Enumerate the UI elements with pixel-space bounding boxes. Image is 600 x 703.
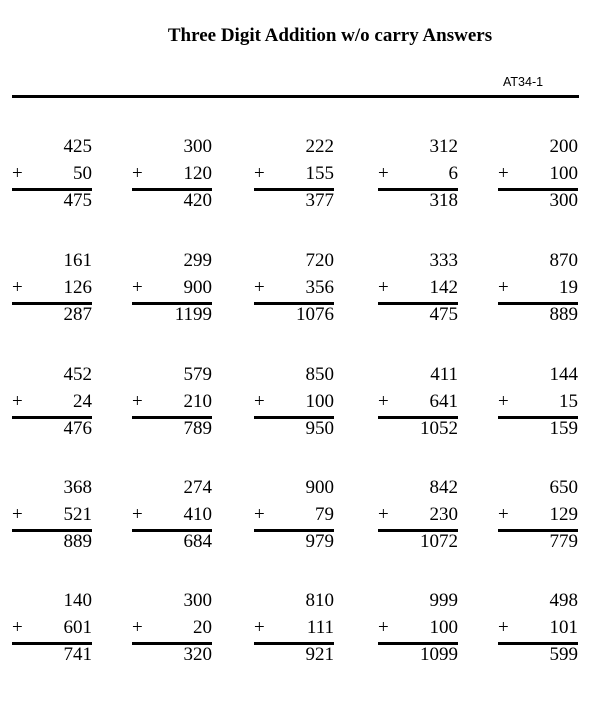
plus-sign: + xyxy=(12,504,23,525)
addend-top: 140 xyxy=(63,590,92,611)
addend-top: 222 xyxy=(305,136,334,157)
problem-5-5 xyxy=(498,590,578,670)
addend-top: 411 xyxy=(430,364,458,385)
sum-answer: 377 xyxy=(305,190,334,211)
addend-bottom: 356 xyxy=(305,277,334,298)
problem-3-2 xyxy=(132,364,212,444)
sum-answer: 921 xyxy=(305,644,334,665)
plus-sign: + xyxy=(12,277,23,298)
addend-bottom: 20 xyxy=(193,617,212,638)
problem-4-3 xyxy=(254,477,334,557)
addend-top: 810 xyxy=(305,590,334,611)
sum-answer: 1072 xyxy=(420,531,458,552)
addend-bottom: 50 xyxy=(73,163,92,184)
addend-bottom: 230 xyxy=(429,504,458,525)
addend-bottom: 15 xyxy=(559,391,578,412)
addend-top: 498 xyxy=(549,590,578,611)
plus-sign: + xyxy=(132,617,143,638)
sum-answer: 979 xyxy=(305,531,334,552)
plus-sign: + xyxy=(132,391,143,412)
addend-bottom: 142 xyxy=(429,277,458,298)
plus-sign: + xyxy=(498,504,509,525)
addend-top: 720 xyxy=(305,250,334,271)
sum-answer: 318 xyxy=(429,190,458,211)
addend-top: 999 xyxy=(429,590,458,611)
addend-top: 452 xyxy=(63,364,92,385)
addend-bottom: 129 xyxy=(549,504,578,525)
addend-top: 650 xyxy=(549,477,578,498)
addend-bottom: 900 xyxy=(183,277,212,298)
sum-answer: 475 xyxy=(63,190,92,211)
worksheet-code: AT34-1 xyxy=(503,75,544,89)
problem-1-2 xyxy=(132,136,212,216)
plus-sign: + xyxy=(254,391,265,412)
plus-sign: + xyxy=(378,163,389,184)
problem-1-3 xyxy=(254,136,334,216)
addend-bottom: 111 xyxy=(306,617,334,638)
problem-1-1 xyxy=(12,136,92,216)
sum-answer: 779 xyxy=(549,531,578,552)
addend-bottom: 155 xyxy=(305,163,334,184)
addend-bottom: 641 xyxy=(429,391,458,412)
sum-answer: 320 xyxy=(183,644,212,665)
problem-3-3 xyxy=(254,364,334,444)
plus-sign: + xyxy=(498,617,509,638)
addend-bottom: 120 xyxy=(183,163,212,184)
addend-top: 144 xyxy=(549,364,578,385)
addend-bottom: 210 xyxy=(183,391,212,412)
plus-sign: + xyxy=(498,391,509,412)
sum-answer: 476 xyxy=(63,418,92,439)
problem-2-5 xyxy=(498,250,578,330)
addend-top: 161 xyxy=(63,250,92,271)
plus-sign: + xyxy=(12,391,23,412)
problem-5-3 xyxy=(254,590,334,670)
sum-answer: 599 xyxy=(549,644,578,665)
addend-bottom: 19 xyxy=(559,277,578,298)
plus-sign: + xyxy=(254,163,265,184)
problem-5-1 xyxy=(12,590,92,670)
plus-sign: + xyxy=(132,277,143,298)
plus-sign: + xyxy=(132,504,143,525)
addend-top: 900 xyxy=(305,477,334,498)
addend-top: 368 xyxy=(63,477,92,498)
problem-1-5 xyxy=(498,136,578,216)
problem-2-4 xyxy=(378,250,458,330)
addend-bottom: 79 xyxy=(315,504,334,525)
sum-answer: 1099 xyxy=(420,644,458,665)
sum-answer: 684 xyxy=(183,531,212,552)
addend-top: 312 xyxy=(429,136,458,157)
sum-answer: 889 xyxy=(63,531,92,552)
addend-top: 299 xyxy=(183,250,212,271)
sum-answer: 475 xyxy=(429,304,458,325)
sum-answer: 1199 xyxy=(174,304,212,325)
addend-top: 842 xyxy=(429,477,458,498)
problem-2-3 xyxy=(254,250,334,330)
addend-top: 200 xyxy=(549,136,578,157)
sum-answer: 950 xyxy=(305,418,334,439)
addend-bottom: 410 xyxy=(183,504,212,525)
problem-2-2 xyxy=(132,250,212,330)
addend-bottom: 601 xyxy=(63,617,92,638)
plus-sign: + xyxy=(378,504,389,525)
problem-4-1 xyxy=(12,477,92,557)
addend-bottom: 24 xyxy=(73,391,92,412)
plus-sign: + xyxy=(378,391,389,412)
addend-bottom: 101 xyxy=(549,617,578,638)
sum-answer: 741 xyxy=(63,644,92,665)
problem-4-4 xyxy=(378,477,458,557)
plus-sign: + xyxy=(498,163,509,184)
problem-1-4 xyxy=(378,136,458,216)
sum-answer: 1076 xyxy=(296,304,334,325)
plus-sign: + xyxy=(254,504,265,525)
addend-top: 300 xyxy=(183,136,212,157)
plus-sign: + xyxy=(132,163,143,184)
addend-top: 850 xyxy=(305,364,334,385)
plus-sign: + xyxy=(12,163,23,184)
sum-answer: 420 xyxy=(183,190,212,211)
problem-3-5 xyxy=(498,364,578,444)
addend-top: 870 xyxy=(549,250,578,271)
plus-sign: + xyxy=(378,617,389,638)
plus-sign: + xyxy=(498,277,509,298)
sum-answer: 300 xyxy=(549,190,578,211)
addend-bottom: 521 xyxy=(63,504,92,525)
sum-answer: 889 xyxy=(549,304,578,325)
sum-answer: 287 xyxy=(63,304,92,325)
addend-top: 300 xyxy=(183,590,212,611)
problem-2-1 xyxy=(12,250,92,330)
plus-sign: + xyxy=(378,277,389,298)
addend-top: 425 xyxy=(63,136,92,157)
problem-4-5 xyxy=(498,477,578,557)
problem-4-2 xyxy=(132,477,212,557)
sum-answer: 789 xyxy=(183,418,212,439)
sum-answer: 159 xyxy=(549,418,578,439)
plus-sign: + xyxy=(12,617,23,638)
plus-sign: + xyxy=(254,617,265,638)
addend-bottom: 100 xyxy=(305,391,334,412)
addend-bottom: 126 xyxy=(63,277,92,298)
sum-answer: 1052 xyxy=(420,418,458,439)
addend-bottom: 6 xyxy=(448,163,458,184)
problem-5-2 xyxy=(132,590,212,670)
problem-3-4 xyxy=(378,364,458,444)
addend-top: 579 xyxy=(183,364,212,385)
problem-5-4 xyxy=(378,590,458,670)
worksheet-title: Three Digit Addition w/o carry Answers xyxy=(167,25,493,46)
addend-bottom: 100 xyxy=(429,617,458,638)
addend-top: 333 xyxy=(429,250,458,271)
addend-top: 274 xyxy=(183,477,212,498)
plus-sign: + xyxy=(254,277,265,298)
problem-3-1 xyxy=(12,364,92,444)
addend-bottom: 100 xyxy=(549,163,578,184)
